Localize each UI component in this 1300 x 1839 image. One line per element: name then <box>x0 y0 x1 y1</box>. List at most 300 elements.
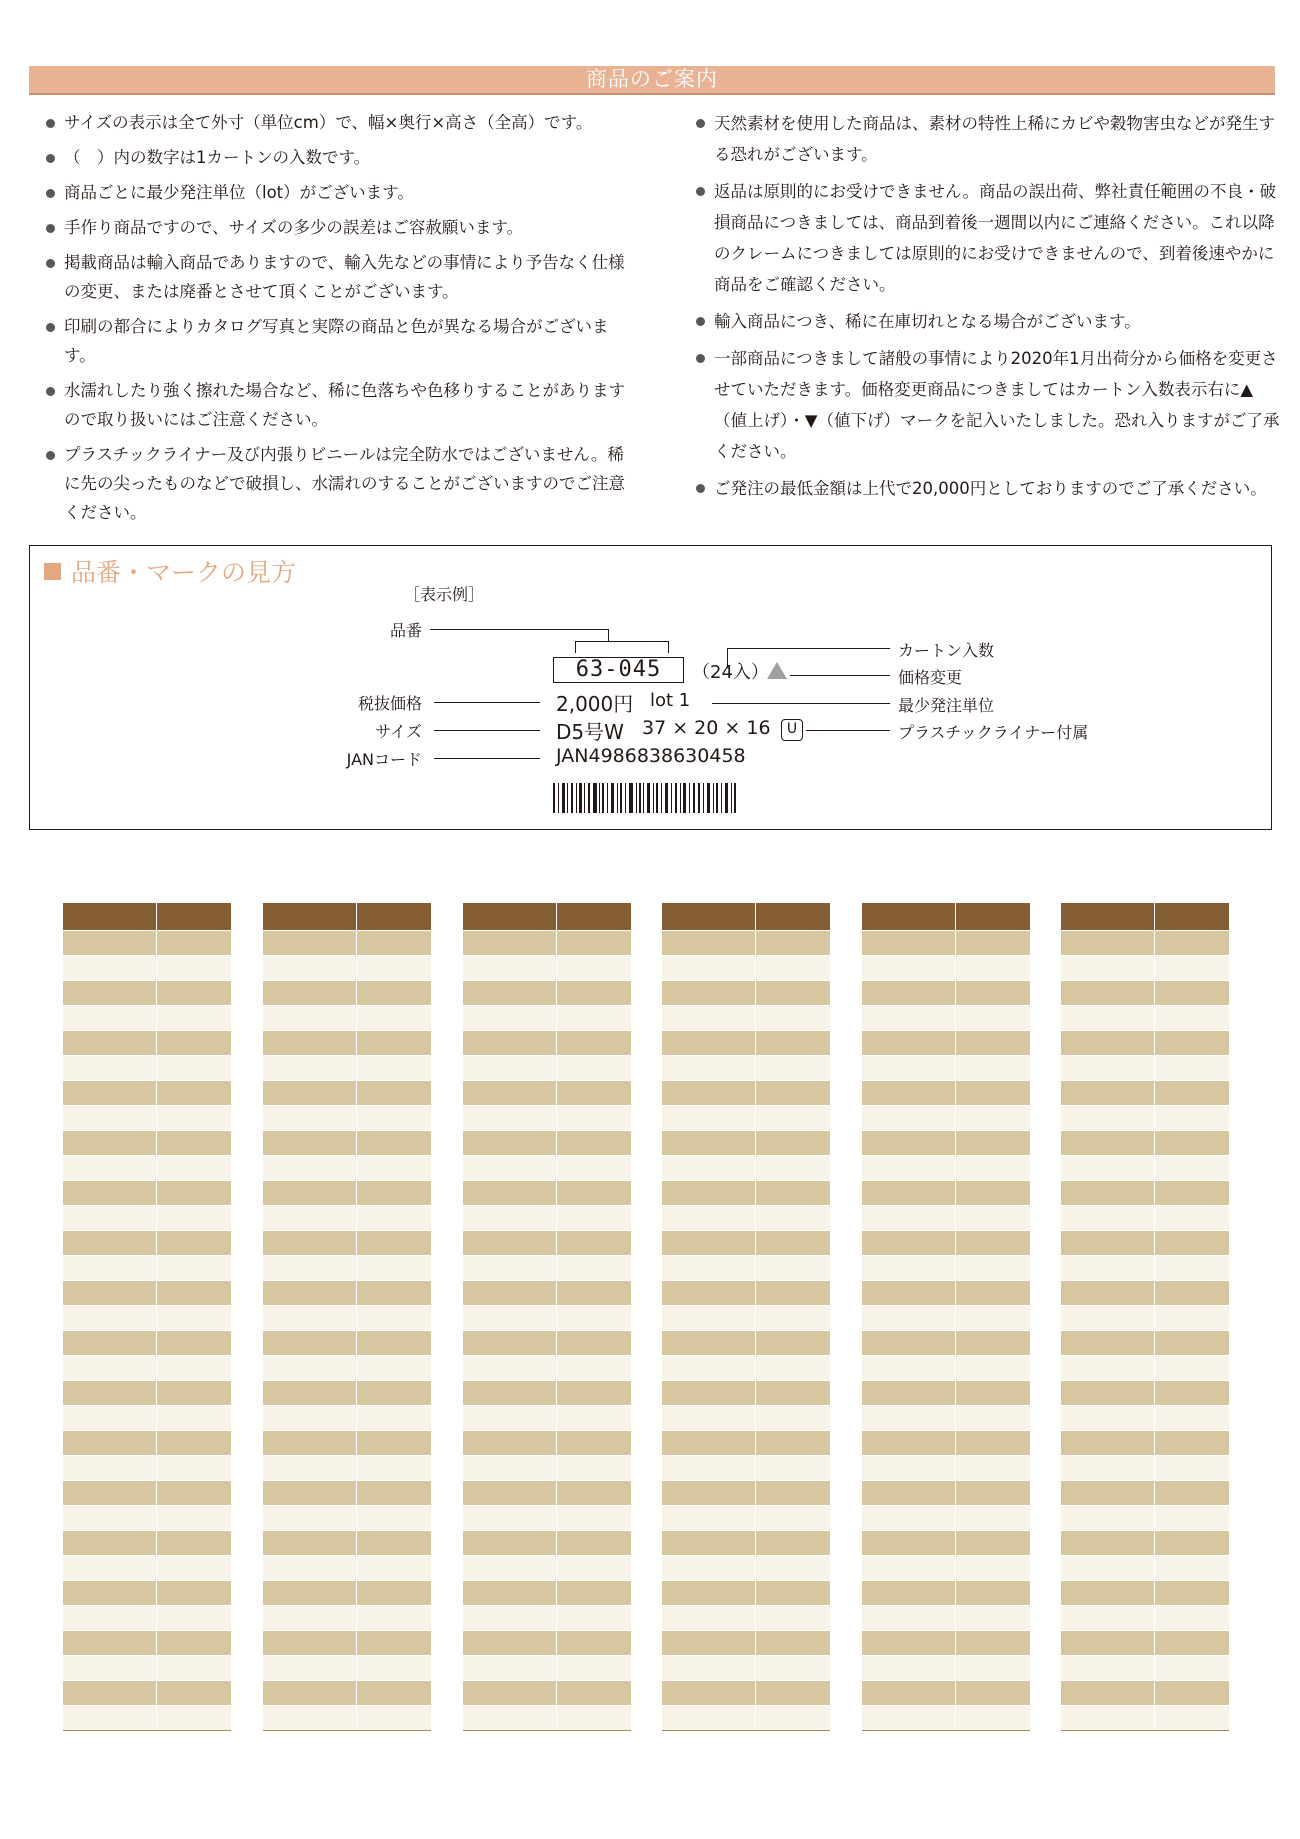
table-cell <box>157 1531 232 1556</box>
table-row <box>862 1531 1030 1556</box>
table-cell <box>1061 1306 1155 1331</box>
example-lot: lot 1 <box>650 690 691 711</box>
table-cell <box>756 1231 831 1256</box>
table-cell <box>357 1156 432 1181</box>
table-row <box>263 1056 431 1081</box>
table-cell <box>756 1506 831 1531</box>
table-header-row <box>862 903 1030 931</box>
table-row <box>463 1606 631 1631</box>
table-row <box>1061 956 1229 981</box>
table-row <box>263 1481 431 1506</box>
table-row <box>463 1356 631 1381</box>
note-item: 印刷の都合によりカタログ写真と実際の商品と色が異なる場合がございます。 <box>46 312 631 370</box>
table-cell <box>157 1006 232 1031</box>
table-row <box>1061 1556 1229 1581</box>
table-cell <box>157 1231 232 1256</box>
example-dimensions: 37 × 20 × 16 <box>642 717 771 739</box>
table-cell <box>63 1181 157 1206</box>
label-size: サイズ <box>375 722 422 741</box>
table-row <box>463 931 631 956</box>
table-row <box>63 1631 231 1656</box>
table-header-cell <box>357 903 432 931</box>
table-cell <box>1155 1681 1230 1706</box>
table-row <box>862 1156 1030 1181</box>
table-cell <box>956 1531 1031 1556</box>
table-cell <box>357 1356 432 1381</box>
table-cell <box>956 1231 1031 1256</box>
table-cell <box>157 1556 232 1581</box>
table-cell <box>263 1706 357 1731</box>
table-row <box>463 1106 631 1131</box>
table-row <box>263 1181 431 1206</box>
table-cell <box>1061 1056 1155 1081</box>
table-row <box>263 931 431 956</box>
table-row <box>662 1106 830 1131</box>
table-cell <box>956 1681 1031 1706</box>
table-row <box>662 1556 830 1581</box>
leader-line <box>806 730 890 731</box>
table-row <box>463 1306 631 1331</box>
table-row <box>662 1281 830 1306</box>
table-row <box>463 1281 631 1306</box>
table-cell <box>1155 931 1230 956</box>
table-cell <box>862 931 956 956</box>
table-row <box>63 1256 231 1281</box>
table-row <box>263 1006 431 1031</box>
table-cell <box>1155 1281 1230 1306</box>
table-row <box>63 1406 231 1431</box>
table-cell <box>1061 1681 1155 1706</box>
table-cell <box>263 1631 357 1656</box>
table-header-cell <box>157 903 232 931</box>
table-cell <box>862 1481 956 1506</box>
table-cell <box>956 1181 1031 1206</box>
table-cell <box>157 1181 232 1206</box>
table-row <box>862 1006 1030 1031</box>
leader-line <box>608 629 609 641</box>
table-cell <box>263 1206 357 1231</box>
table-cell <box>1061 1031 1155 1056</box>
table-cell <box>956 1106 1031 1131</box>
table-row <box>862 1506 1030 1531</box>
table-cell <box>557 1631 632 1656</box>
table-cell <box>263 956 357 981</box>
table-cell <box>63 1681 157 1706</box>
table-cell <box>157 1131 232 1156</box>
table-cell <box>357 1081 432 1106</box>
table-cell <box>662 1606 756 1631</box>
table-cell <box>557 1331 632 1356</box>
table-cell <box>357 1031 432 1056</box>
table-cell <box>63 956 157 981</box>
table-cell <box>463 1306 557 1331</box>
leader-line <box>575 641 576 653</box>
table-cell <box>463 1531 557 1556</box>
table-row <box>662 1531 830 1556</box>
table-cell <box>1061 1406 1155 1431</box>
table-cell <box>157 1406 232 1431</box>
table-row <box>263 1156 431 1181</box>
table-cell <box>463 1556 557 1581</box>
table-row <box>662 1006 830 1031</box>
table-row <box>662 1681 830 1706</box>
table-cell <box>862 1106 956 1131</box>
table-row <box>862 1656 1030 1681</box>
table-row <box>463 1331 631 1356</box>
table-cell <box>463 1656 557 1681</box>
table-cell <box>956 1306 1031 1331</box>
table-cell <box>157 1631 232 1656</box>
table-cell <box>956 1006 1031 1031</box>
table-cell <box>956 1631 1031 1656</box>
table-row <box>263 1331 431 1356</box>
table-cell <box>63 1331 157 1356</box>
table-cell <box>463 1006 557 1031</box>
table-cell <box>357 1206 432 1231</box>
table-cell <box>1155 1306 1230 1331</box>
table-header-row <box>263 903 431 931</box>
table-row <box>63 1681 231 1706</box>
table-row <box>463 1031 631 1056</box>
table-cell <box>463 1681 557 1706</box>
table-cell <box>63 1656 157 1681</box>
table-row <box>1061 1006 1229 1031</box>
table-cell <box>1155 1231 1230 1256</box>
table-cell <box>662 1031 756 1056</box>
table-cell <box>263 1306 357 1331</box>
table-cell <box>1061 1331 1155 1356</box>
table-row <box>862 1081 1030 1106</box>
product-table <box>662 903 830 1731</box>
table-cell <box>862 1556 956 1581</box>
table-row <box>63 1656 231 1681</box>
table-row <box>63 1281 231 1306</box>
table-cell <box>756 1006 831 1031</box>
table-row <box>862 1706 1030 1731</box>
table-header-cell <box>1061 903 1155 931</box>
table-cell <box>1155 1356 1230 1381</box>
example-jan: JAN4986838630458 <box>556 745 746 767</box>
table-row <box>862 1406 1030 1431</box>
table-cell <box>357 1381 432 1406</box>
table-cell <box>862 1056 956 1081</box>
table-cell <box>357 1406 432 1431</box>
table-cell <box>463 1381 557 1406</box>
table-header-cell <box>463 903 557 931</box>
table-cell <box>1061 1606 1155 1631</box>
table-cell <box>1061 1006 1155 1031</box>
table-cell <box>263 1331 357 1356</box>
table-row <box>862 1681 1030 1706</box>
table-cell <box>357 1581 432 1606</box>
table-cell <box>662 1656 756 1681</box>
table-cell <box>63 981 157 1006</box>
table-cell <box>662 1406 756 1431</box>
table-cell <box>1061 1256 1155 1281</box>
table-cell <box>756 1431 831 1456</box>
table-row <box>862 1281 1030 1306</box>
table-cell <box>862 1706 956 1731</box>
table-cell <box>463 1631 557 1656</box>
table-row <box>263 1031 431 1056</box>
table-cell <box>956 1131 1031 1156</box>
table-row <box>862 1481 1030 1506</box>
table-cell <box>557 1606 632 1631</box>
table-cell <box>263 1581 357 1606</box>
table-cell <box>157 1456 232 1481</box>
table-cell <box>557 1456 632 1481</box>
table-cell <box>63 1081 157 1106</box>
table-cell <box>63 1531 157 1556</box>
table-header-cell <box>63 903 157 931</box>
table-cell <box>63 1206 157 1231</box>
table-row <box>662 1206 830 1231</box>
table-row <box>63 1331 231 1356</box>
table-row <box>63 1081 231 1106</box>
table-cell <box>463 1331 557 1356</box>
table-cell <box>756 1206 831 1231</box>
table-cell <box>357 1481 432 1506</box>
table-row <box>463 981 631 1006</box>
table-cell <box>1155 1181 1230 1206</box>
table-cell <box>463 1456 557 1481</box>
table-cell <box>557 1581 632 1606</box>
table-cell <box>263 1381 357 1406</box>
table-row <box>662 1256 830 1281</box>
table-cell <box>557 1431 632 1456</box>
table-cell <box>357 1231 432 1256</box>
table-cell <box>557 1381 632 1406</box>
table-row <box>1061 1606 1229 1631</box>
table-cell <box>862 1456 956 1481</box>
table-cell <box>557 1706 632 1731</box>
table-cell <box>662 1681 756 1706</box>
note-item: 返品は原則的にお受けできません。商品の誤出荷、弊社責任範囲の不良・破損商品につきましては、商品到着後一週間以内にご連絡ください。これ以降のクレームにつきましては原則的にお受けできませんので、到着後速やかに商品をご確認ください。 <box>696 176 1281 300</box>
table-cell <box>662 1431 756 1456</box>
table-cell <box>157 931 232 956</box>
table-row <box>463 1506 631 1531</box>
table-cell <box>357 981 432 1006</box>
table-cell <box>756 1331 831 1356</box>
table-cell <box>756 1456 831 1481</box>
table-cell <box>956 1281 1031 1306</box>
legend-title-text: 品番・マークの見方 <box>71 558 297 587</box>
table-cell <box>63 1006 157 1031</box>
table-cell <box>63 1131 157 1156</box>
table-cell <box>662 1256 756 1281</box>
table-row <box>463 1706 631 1731</box>
table-row <box>862 1256 1030 1281</box>
table-cell <box>662 1556 756 1581</box>
label-lot: 最少発注単位 <box>898 696 995 715</box>
table-row <box>1061 981 1229 1006</box>
table-cell <box>463 1256 557 1281</box>
notes-left-column <box>46 108 631 533</box>
table-cell <box>662 1356 756 1381</box>
table-row <box>63 1556 231 1581</box>
table-row <box>1061 1331 1229 1356</box>
table-row <box>263 1581 431 1606</box>
table-cell <box>756 931 831 956</box>
table-header-cell <box>862 903 956 931</box>
table-cell <box>357 1631 432 1656</box>
table-cell <box>157 1306 232 1331</box>
table-row <box>862 1206 1030 1231</box>
table-row <box>263 956 431 981</box>
table-row <box>862 1056 1030 1081</box>
table-header-cell <box>557 903 632 931</box>
table-row <box>263 981 431 1006</box>
table-cell <box>557 1031 632 1056</box>
table-cell <box>862 1181 956 1206</box>
table-cell <box>263 1081 357 1106</box>
table-row <box>263 1531 431 1556</box>
table-cell <box>956 981 1031 1006</box>
table-row <box>1061 1656 1229 1681</box>
table-row <box>63 1306 231 1331</box>
table-row <box>463 1381 631 1406</box>
table-cell <box>956 1506 1031 1531</box>
table-row <box>463 1656 631 1681</box>
table-cell <box>1155 1106 1230 1131</box>
table-cell <box>463 1356 557 1381</box>
table-row <box>1061 1581 1229 1606</box>
table-cell <box>157 1106 232 1131</box>
table-cell <box>1061 1556 1155 1581</box>
table-row <box>862 1556 1030 1581</box>
table-cell <box>263 1056 357 1081</box>
leader-line <box>430 629 608 630</box>
table-cell <box>756 1656 831 1681</box>
table-cell <box>756 956 831 981</box>
table-cell <box>756 1581 831 1606</box>
table-cell <box>956 1581 1031 1606</box>
table-row <box>1061 931 1229 956</box>
table-row <box>63 1056 231 1081</box>
table-cell <box>662 1631 756 1656</box>
table-row <box>1061 1631 1229 1656</box>
table-row <box>862 1581 1030 1606</box>
table-row <box>463 1681 631 1706</box>
table-row <box>463 1456 631 1481</box>
table-cell <box>263 1106 357 1131</box>
table-cell <box>63 1356 157 1381</box>
table-cell <box>756 1106 831 1131</box>
table-cell <box>63 1456 157 1481</box>
table-cell <box>1061 1506 1155 1531</box>
table-header-cell <box>756 903 831 931</box>
table-cell <box>463 1206 557 1231</box>
table-cell <box>662 1381 756 1406</box>
table-cell <box>463 1181 557 1206</box>
table-cell <box>662 1706 756 1731</box>
table-row <box>662 1156 830 1181</box>
note-item: サイズの表示は全て外寸（単位cm）で、幅×奥行×高さ（全高）です。 <box>46 108 631 137</box>
table-cell <box>862 1356 956 1381</box>
table-cell <box>1061 1456 1155 1481</box>
table-row <box>662 1181 830 1206</box>
table-cell <box>463 956 557 981</box>
table-cell <box>1061 1356 1155 1381</box>
table-row <box>263 1256 431 1281</box>
table-row <box>662 981 830 1006</box>
table-cell <box>357 1656 432 1681</box>
table-cell <box>557 1406 632 1431</box>
table-cell <box>63 1506 157 1531</box>
table-cell <box>1155 1531 1230 1556</box>
table-cell <box>862 1231 956 1256</box>
table-cell <box>1061 1531 1155 1556</box>
leader-line <box>727 648 728 668</box>
table-row <box>662 1631 830 1656</box>
table-cell <box>862 981 956 1006</box>
table-header-row <box>662 903 830 931</box>
table-cell <box>357 1256 432 1281</box>
table-cell <box>1155 1381 1230 1406</box>
table-cell <box>357 956 432 981</box>
table-cell <box>662 1206 756 1231</box>
table-header-cell <box>263 903 357 931</box>
table-row <box>63 1706 231 1731</box>
table-row <box>263 1356 431 1381</box>
table-cell <box>662 1006 756 1031</box>
table-cell <box>1155 1031 1230 1056</box>
table-row <box>63 1506 231 1531</box>
table-cell <box>463 1056 557 1081</box>
table-cell <box>662 956 756 981</box>
table-row <box>263 1081 431 1106</box>
example-carton: （24入） <box>692 662 769 683</box>
table-cell <box>463 1081 557 1106</box>
table-row <box>1061 1406 1229 1431</box>
table-cell <box>357 1331 432 1356</box>
table-row <box>63 1231 231 1256</box>
table-cell <box>357 931 432 956</box>
table-row <box>1061 1106 1229 1131</box>
table-cell <box>63 1106 157 1131</box>
table-cell <box>63 1031 157 1056</box>
table-row <box>63 1531 231 1556</box>
table-cell <box>557 1481 632 1506</box>
table-cell <box>956 1481 1031 1506</box>
table-row <box>862 1031 1030 1056</box>
table-cell <box>557 1681 632 1706</box>
table-row <box>662 1306 830 1331</box>
table-row <box>862 1631 1030 1656</box>
table-row <box>862 1181 1030 1206</box>
table-row <box>1061 1156 1229 1181</box>
table-cell <box>862 1031 956 1056</box>
table-cell <box>157 1256 232 1281</box>
example-size-code: D5号W <box>556 720 624 744</box>
table-cell <box>956 1381 1031 1406</box>
table-cell <box>263 1531 357 1556</box>
table-cell <box>463 1231 557 1256</box>
table-row <box>463 1481 631 1506</box>
table-cell <box>157 1081 232 1106</box>
note-item: ご発注の最低金額は上代で20,000円としておりますのでご了承ください。 <box>696 473 1281 504</box>
legend-box <box>29 545 1272 830</box>
table-cell <box>263 1131 357 1156</box>
table-cell <box>756 1381 831 1406</box>
table-cell <box>662 1481 756 1506</box>
table-cell <box>1155 1656 1230 1681</box>
table-row <box>463 1006 631 1031</box>
table-row <box>1061 1306 1229 1331</box>
table-cell <box>157 1431 232 1456</box>
table-cell <box>557 1231 632 1256</box>
table-cell <box>63 1256 157 1281</box>
